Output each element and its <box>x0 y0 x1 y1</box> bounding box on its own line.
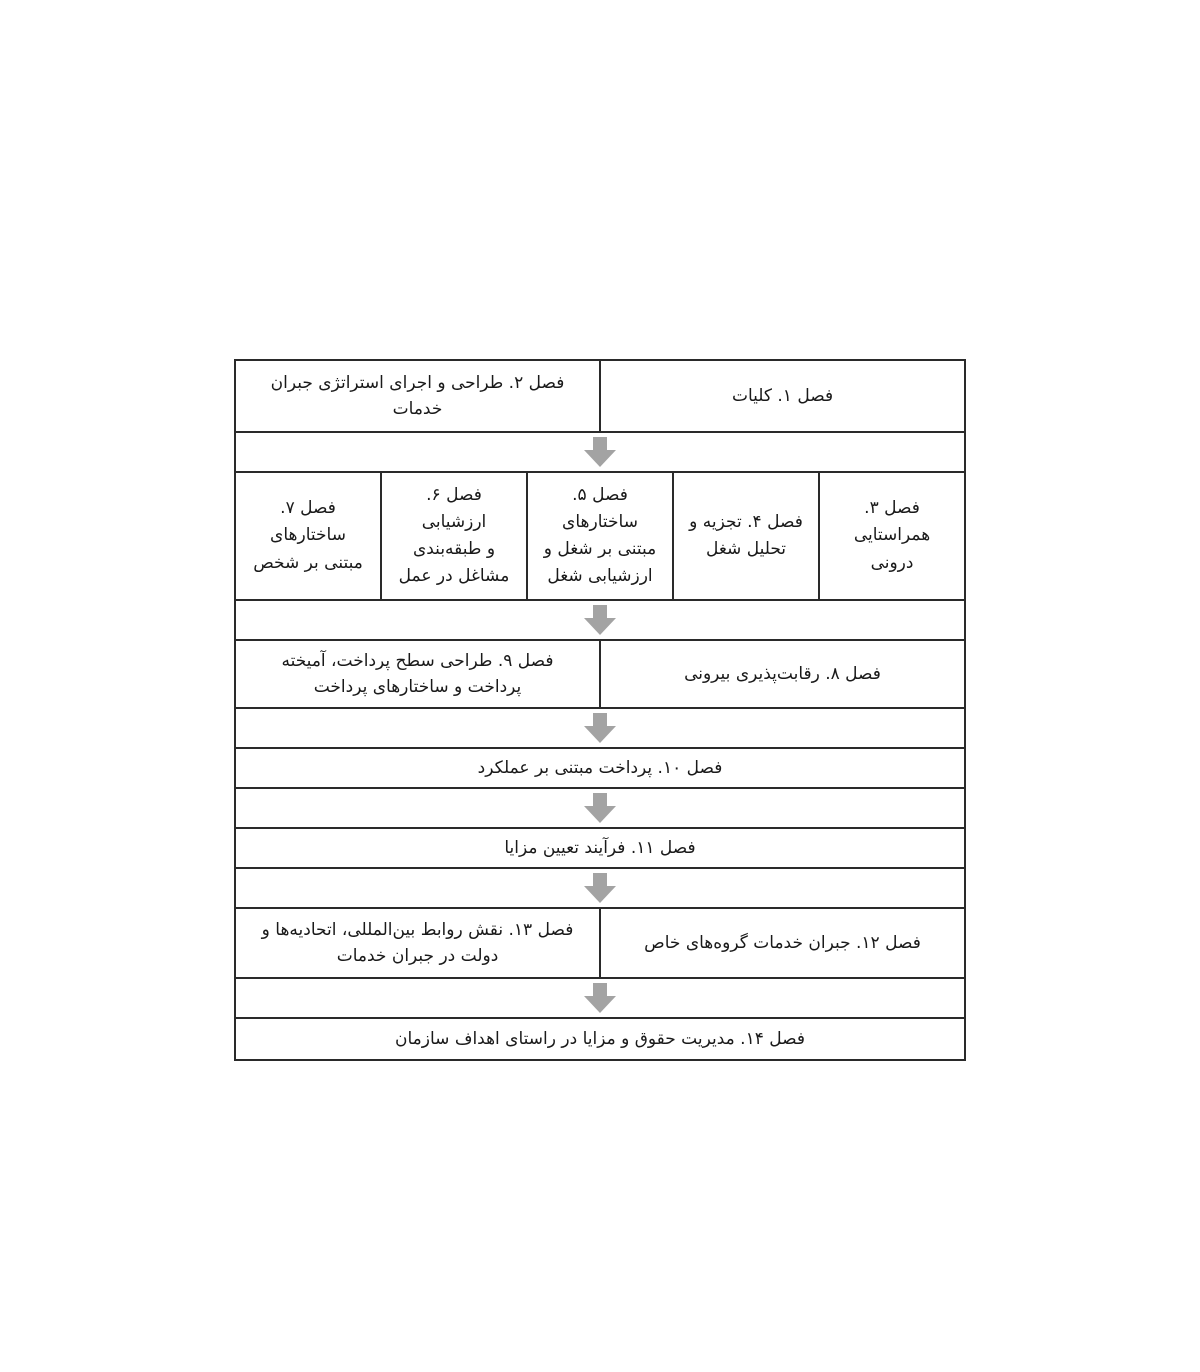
arrow-row-3 <box>236 709 964 749</box>
chapter-9-box: فصل ۹. طراحی سطح پرداخت، آمیخته پرداخت و ساختارهای پرداخت <box>281 650 554 697</box>
chapter-1-box: فصل ۱. کلیات <box>599 361 964 431</box>
chapter-12-box: فصل ۱۲. جبران خدمات گروه‌های خاص <box>599 909 964 977</box>
chapter-10-box: فصل ۱۰. پرداخت مبتنی بر عملکرد <box>477 757 723 778</box>
chapter-11-box: فصل ۱۱. فرآیند تعیین مزایا <box>504 837 696 858</box>
chapter-3-box: فصل ۳. همراستایی درونی <box>818 473 964 599</box>
chapter-14-box: فصل ۱۴. مدیریت حقوق و مزایا در راستای اهداف سازمان <box>395 1028 805 1049</box>
chapter-7-box: فصل ۷. ساختارهای مبتنی بر شخص <box>253 498 363 573</box>
row-2 <box>236 473 964 601</box>
row-4 <box>236 749 964 789</box>
row-3 <box>236 641 964 709</box>
arrow-row-4 <box>236 789 964 829</box>
arrow-row-6 <box>236 979 964 1019</box>
chapter-flow-diagram <box>234 359 966 1061</box>
down-arrow-icon <box>583 791 617 825</box>
row-6 <box>236 909 964 979</box>
row-7 <box>236 1019 964 1059</box>
down-arrow-icon <box>583 871 617 905</box>
row-1 <box>236 361 964 433</box>
down-arrow-icon <box>583 435 617 469</box>
chapter-13-box: فصل ۱۳. نقش روابط بین‌المللی، اتحادیه‌ها و دولت در جبران خدمات <box>261 919 574 966</box>
arrow-row-5 <box>236 869 964 909</box>
row-5 <box>236 829 964 869</box>
arrow-row-2 <box>236 601 964 641</box>
chapter-6-box: فصل ۶. ارزشیابی و طبقه‌بندی مشاغل در عمل <box>380 473 526 599</box>
down-arrow-icon <box>583 981 617 1015</box>
down-arrow-icon <box>583 711 617 745</box>
arrow-row-1 <box>236 433 964 473</box>
chapter-4-box: فصل ۴. تجزیه و تحلیل شغل <box>672 473 818 599</box>
chapter-5-box: فصل ۵. ساختارهای مبتنی بر شغل و ارزشیابی شغل <box>526 473 672 599</box>
chapter-8-box: فصل ۸. رقابت‌پذیری بیرونی <box>599 641 964 707</box>
chapter-2-box: فصل ۲. طراحی و اجرای استراتژی جبران خدمات <box>270 372 565 419</box>
down-arrow-icon <box>583 603 617 637</box>
